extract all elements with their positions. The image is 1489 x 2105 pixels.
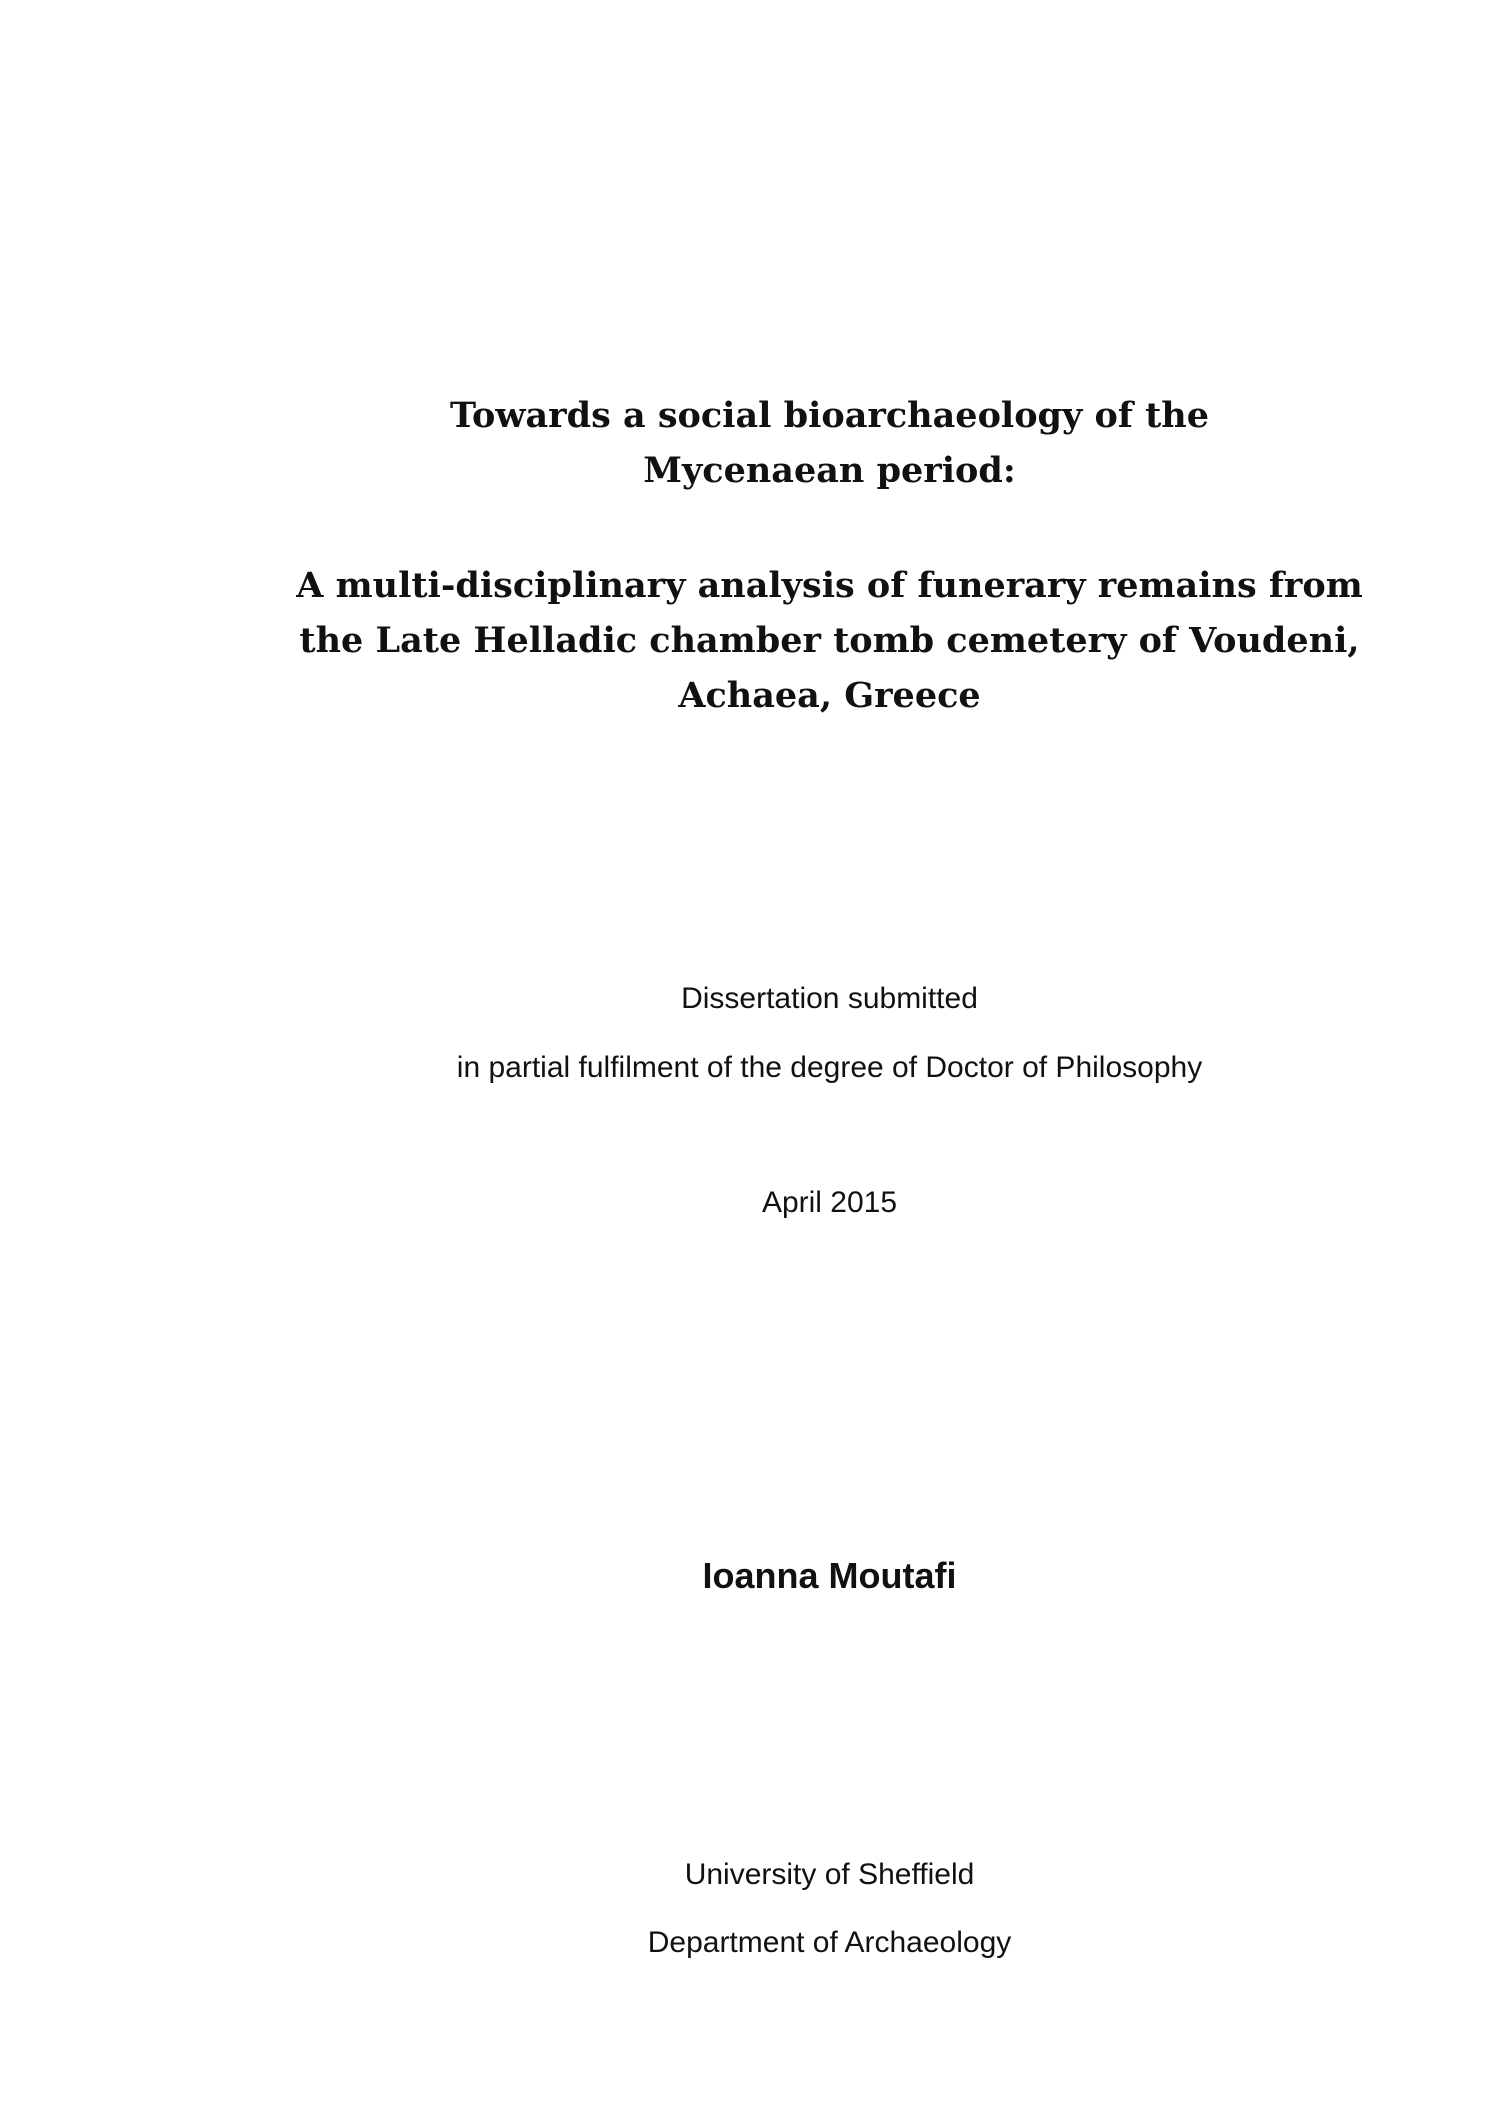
university-name: University of Sheffield <box>684 1858 975 1891</box>
submission-line-2: in partial fulfilment of the degree of Doctor of Philosophy <box>456 1051 1203 1084</box>
subtitle-line-1: A multi-disciplinary analysis of funerary remains from <box>296 565 1363 606</box>
subtitle-line-3: Achaea, Greece <box>678 675 981 716</box>
title-line-2: Mycenaean period: <box>643 450 1016 491</box>
subtitle-line-2: the Late Helladic chamber tomb cemetery of Voudeni, <box>299 620 1360 661</box>
author-name: Ioanna Moutafi <box>702 1555 957 1596</box>
submission-date: April 2015 <box>761 1186 898 1219</box>
submission-line-1: Dissertation submitted <box>681 982 978 1015</box>
title-line-1: Towards a social bioarchaeology of the <box>449 395 1210 436</box>
department-name: Department of Archaeology <box>647 1926 1012 1959</box>
